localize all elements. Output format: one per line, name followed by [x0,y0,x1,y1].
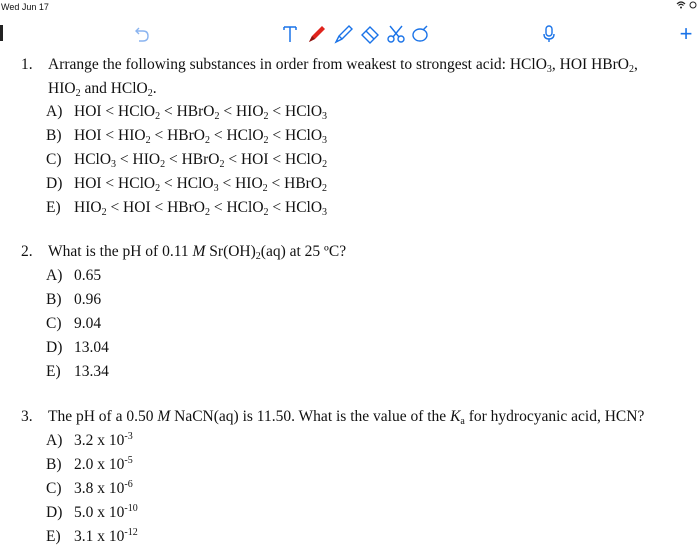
answer-option[interactable] [46,124,700,148]
add-button[interactable]: + [679,21,693,46]
eraser-icon [359,23,381,45]
exponent: -3 [124,431,133,442]
status-bar [0,0,700,14]
option-letter: C) [46,315,62,332]
option-text: < HClO [268,103,323,120]
option-letter: E) [46,363,61,380]
option-text: 5.0 x 10 [74,504,125,521]
answer-option[interactable] [46,148,700,172]
option-letter: D) [46,175,63,192]
answer-option[interactable] [46,100,700,124]
option-text: < HClO [268,127,323,144]
answer-option[interactable] [46,312,700,336]
scissors-tool-button[interactable] [384,22,408,46]
option-letter: C) [46,480,62,497]
pen-tool-button[interactable] [305,22,329,46]
text-tool-icon [282,24,298,44]
option-text: 2.0 x 10 [74,456,125,473]
answer-option[interactable] [46,196,700,220]
answer-option[interactable] [46,288,700,312]
option-text: < HClO [268,199,323,216]
subscript: 3 [111,159,117,170]
toolbar [0,16,700,50]
subscript: 2 [322,183,328,194]
answer-option[interactable] [46,525,700,549]
option-text: HOI < HClO [74,103,156,120]
subscript: 2 [214,111,220,122]
highlighter-icon [333,23,355,45]
answer-option[interactable] [46,429,700,453]
option-text: < HBrO [160,103,215,120]
option-letter: A) [46,267,63,284]
question-number: 2. [21,243,33,260]
subscript: 2 [219,159,225,170]
undo-button[interactable] [132,24,152,44]
subscript: 3 [322,111,328,122]
subscript: 2 [262,183,268,194]
option-text: 3.8 x 10 [74,480,125,497]
option-text: HIO [74,199,102,216]
option-text: < HOI < HBrO [106,199,205,216]
option-text: 13.04 [74,339,109,356]
question-text: What is the pH of 0.11 M $Sr(OH)_2(aq)$ at 25 ºC? [48,243,347,262]
option-text: 0.65 [74,267,102,284]
answer-option[interactable] [46,264,700,288]
option-text: < HBrO [150,127,205,144]
pen-icon [306,23,328,45]
option-text: < HBrO [267,175,323,192]
wifi-icon [676,1,686,9]
option-text: < HClO [209,127,264,144]
option-text: HClO [74,151,112,168]
option-text: < HBrO [165,151,220,168]
option-letter: C) [46,151,62,168]
subscript: 2 [263,111,269,122]
lasso-icon [409,23,431,45]
option-text: 0.96 [74,291,102,308]
option-text: < HIO [116,151,161,168]
exponent: -12 [124,527,138,538]
answer-option[interactable] [46,453,700,477]
option-text: < HClO [209,199,264,216]
lasso-tool-button[interactable] [408,22,432,46]
option-text: HOI < HClO [74,175,156,192]
subscript: 2 [145,135,151,146]
option-letter: B) [46,127,62,144]
option-letter: B) [46,291,62,308]
subscript: 2 [204,207,210,218]
subscript: 3 [213,183,219,194]
answer-option[interactable] [46,172,700,196]
option-text: < HIO [219,103,264,120]
option-letter: A) [46,432,63,449]
scissors-icon [385,23,407,45]
question-text: Arrange the following substances in order from weakest to strongest acid: HClO$_3$, HOI HBrO$_2$, $HIO_2$ and HClO$_2$. [48,56,638,99]
option-text: 9.04 [74,315,102,332]
option-letter: A) [46,103,63,120]
option-letter: D) [46,339,63,356]
option-letter: B) [46,456,62,473]
microphone-icon [542,24,556,44]
subscript: 2 [322,159,328,170]
microphone-button[interactable] [538,22,560,46]
text-tool-button[interactable] [279,22,301,46]
answer-option[interactable] [46,336,700,360]
option-text: 3.1 x 10 [74,528,125,545]
option-letter: D) [46,504,63,521]
subscript: 2 [101,207,107,218]
subscript: 2 [263,207,269,218]
exponent: -6 [124,479,133,490]
subscript: 2 [263,135,269,146]
subscript: 2 [204,135,210,146]
exponent: -5 [124,455,133,466]
answer-option[interactable] [46,360,700,384]
question-text: The pH of a 0.50 M NaCN(aq) is 11.50. What is the value of the $K_a$ for hydrocyanic acid, HCN? [48,408,645,427]
battery-icon [689,1,697,9]
subscript: 3 [322,135,328,146]
option-text: < HIO [218,175,263,192]
subscript: 2 [160,159,166,170]
answer-option[interactable] [46,477,700,501]
option-text: < HClO [160,175,214,192]
subscript: 2 [155,183,161,194]
option-text: 3.2 x 10 [74,432,125,449]
option-letter: E) [46,528,61,545]
question-number: 1. [21,56,33,73]
subscript: 3 [322,207,328,218]
option-text: HOI < HIO [74,127,146,144]
status-icons [676,1,697,11]
undo-icon [135,26,149,42]
option-text: 13.34 [74,363,109,380]
exponent: -10 [124,503,138,514]
option-text: < HOI < HClO [224,151,323,168]
highlighter-tool-button[interactable] [332,22,356,46]
subscript: 2 [155,111,161,122]
status-time: Wed Jun 17 [1,2,49,12]
question-number: 3. [21,408,33,425]
eraser-tool-button[interactable] [358,22,382,46]
option-letter: E) [46,199,61,216]
answer-option[interactable] [46,501,700,525]
